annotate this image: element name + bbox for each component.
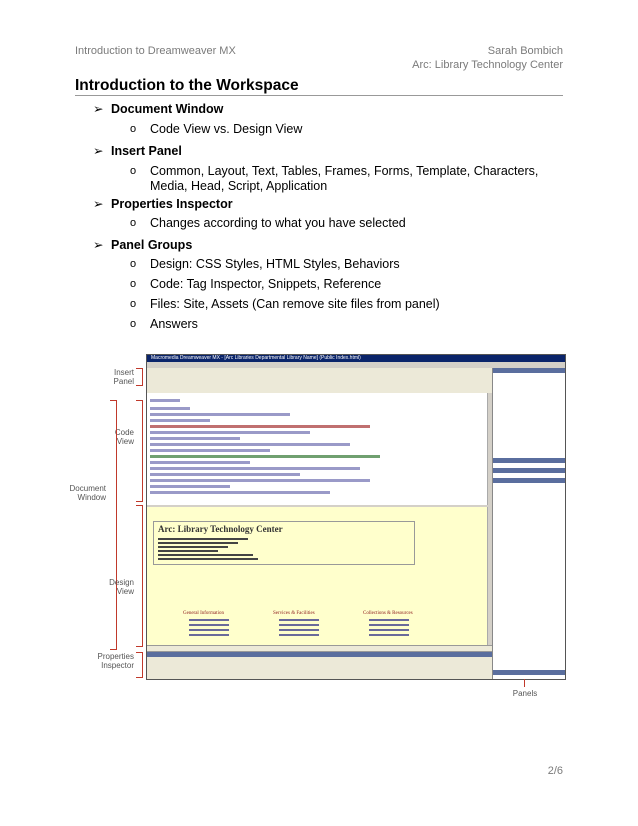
callout-bracket (136, 400, 143, 502)
header-course-title: Introduction to Dreamweaver MX (75, 45, 236, 57)
callout-design-view: Design View (109, 578, 134, 596)
bullet-heading: Document Window (111, 102, 224, 116)
arrow-bullet-icon: ➢ (93, 102, 104, 116)
sub-bullet-text: Answers (150, 317, 198, 331)
window-titlebar (147, 355, 565, 362)
section-title: Introduction to the Workspace (75, 77, 299, 94)
bullet-insert-panel (93, 143, 182, 158)
circle-bullet-icon: o (130, 165, 137, 177)
arrow-bullet-icon: ➢ (93, 238, 104, 252)
nav-heading: Collections & Resources (363, 611, 413, 616)
callout-panels: Panels (512, 689, 538, 698)
bullet-properties-inspector (93, 196, 233, 211)
code-view (147, 393, 487, 505)
callout-insert-panel: Insert Panel (113, 368, 134, 386)
page-number: 2/6 (547, 765, 563, 777)
sub-bullet-text: Code View vs. Design View (150, 122, 303, 136)
bullet-panel-groups (93, 237, 192, 252)
sub-bullet (130, 122, 302, 137)
callout-bracket (136, 368, 143, 386)
nav-column (363, 611, 441, 645)
insert-panel (147, 368, 492, 385)
dreamweaver-screenshot (146, 354, 566, 680)
callout-properties-inspector: Properties Inspector (97, 652, 134, 670)
circle-bullet-icon: o (130, 298, 137, 310)
nav-column (273, 611, 351, 645)
panel-groups (492, 368, 566, 679)
sub-bullet (130, 277, 381, 292)
bullet-heading: Panel Groups (111, 238, 193, 252)
sub-bullet-text: Changes according to what you have selected (150, 216, 406, 230)
properties-inspector (147, 651, 492, 680)
sub-bullet (130, 257, 400, 272)
callout-document-window: Document Window (69, 484, 106, 502)
callout-bracket (110, 400, 117, 650)
callout-bracket (136, 505, 143, 647)
sub-bullet-text: Design: CSS Styles, HTML Styles, Behaviors (150, 257, 400, 271)
page-heading-box (153, 521, 415, 565)
window-title: Macromedia Dreamweaver MX - [Arc Libraries Departmental Library Name] (Public Index.html) (151, 355, 361, 361)
arrow-bullet-icon: ➢ (93, 197, 104, 211)
bullet-heading: Properties Inspector (111, 197, 233, 211)
circle-bullet-icon: o (130, 258, 137, 270)
callout-code-view: Code View (114, 428, 134, 446)
sub-bullet (130, 164, 560, 194)
nav-heading: Services & Facilities (273, 611, 315, 616)
callout-bracket (136, 652, 143, 678)
title-rule (75, 95, 563, 96)
sub-bullet-text: Files: Site, Assets (Can remove site files from panel) (150, 297, 440, 311)
header-author: Sarah Bombich (487, 45, 563, 57)
circle-bullet-icon: o (130, 278, 137, 290)
sub-bullet (130, 297, 440, 312)
circle-bullet-icon: o (130, 123, 137, 135)
arrow-bullet-icon: ➢ (93, 144, 104, 158)
bullet-document-window (93, 101, 223, 116)
page-heading: Arc: Library Technology Center (158, 524, 283, 534)
circle-bullet-icon: o (130, 217, 137, 229)
design-view (147, 507, 487, 645)
circle-bullet-icon: o (130, 318, 137, 330)
header-organization: Arc: Library Technology Center (412, 59, 563, 71)
nav-heading: General Information (183, 611, 224, 616)
bullet-heading: Insert Panel (111, 144, 182, 158)
callout-pointer (524, 679, 525, 687)
sub-bullet (130, 317, 198, 332)
sub-bullet (130, 216, 406, 231)
sub-bullet-text: Code: Tag Inspector, Snippets, Reference (150, 277, 382, 291)
sub-bullet-text: Common, Layout, Text, Tables, Frames, Forms, Template, Characters, Media, Head, Script, Application (150, 164, 539, 193)
nav-column (183, 611, 261, 645)
